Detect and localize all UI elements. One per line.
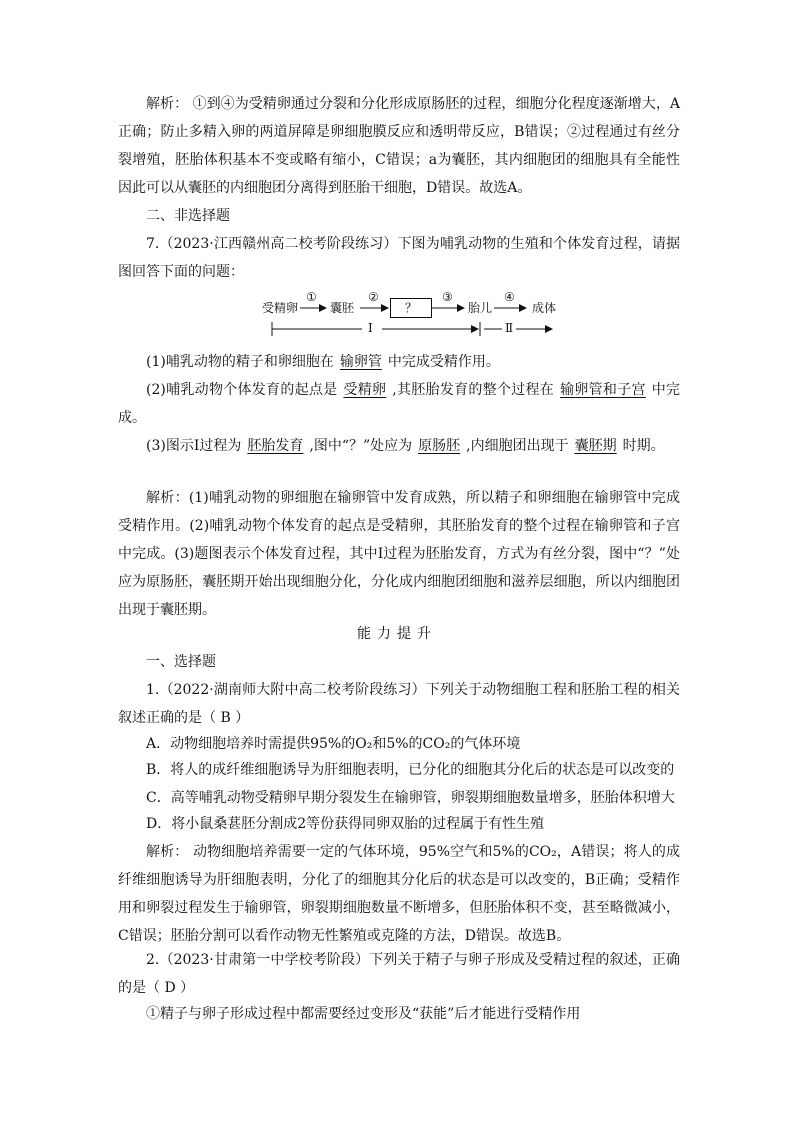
analysis-q1: 解析： 动物细胞培养需要一定的气体环境，95%空气和5%的CO₂，A错误；将人的成纤维细胞诱导为肝细胞表明，分化了的细胞其分化后的状态是可以改变的，B正确；受精作用和卵裂过程发生于输卵管，卵裂期细胞数量不断增多，但胚胎体积不变，甚至略微减小，C错误；胚胎分割可以看作动物无性繁殖或克隆的方法，D错误。故选B。 (118, 844, 680, 944)
question-7-part-2 (118, 376, 680, 432)
section-nonchoice-heading: 二、非选择题 (146, 208, 230, 224)
node-zygote: 受精卵 (262, 301, 299, 315)
unknown-stage-box: ？ (390, 298, 432, 318)
stage-1-label: Ⅰ (368, 321, 373, 335)
q7-3-answer-1: 胚胎发育 (247, 438, 304, 454)
step-2-label: ② (368, 290, 379, 304)
step-1-label: ① (306, 290, 317, 304)
q7-3-answer-2: 原肠胚 (418, 438, 461, 454)
question-2-stem: 2.（2023·甘肃第一中学校考阶段）下列关于精子与卵子形成及受精过程的叙述，正确的是（ D ） (118, 952, 680, 996)
question-1-stem: 1.（2022·湖南师大附中高二校考阶段练习）下列关于动物细胞工程和胚胎工程的相关叙述正确的是（ B ） (118, 682, 680, 726)
q7-3-text: (3)图示Ⅰ过程为 (146, 438, 242, 454)
q7-2-answer-1: 受精卵 (343, 382, 387, 398)
step-4-label: ④ (504, 290, 515, 304)
question-1-option-c: C．高等哺乳动物受精卵早期分裂发生在输卵管，卵裂期细胞数量增多，胚胎体积增大 (146, 790, 675, 806)
q7-1-answer: 输卵管 (339, 354, 382, 370)
question-1-option-b: B．将人的成纤维细胞诱导为肝细胞表明，已分化的细胞其分化后的状态是可以改变的 (146, 762, 675, 778)
question-2-statement-1: ①精子与卵子形成过程中都需要经过变形及“获能”后才能进行受精作用 (146, 1006, 581, 1022)
q7-2-text-end: 中完成。 (118, 382, 681, 426)
question-7-stem: 7.（2023·江西赣州高二校考阶段练习）下图为哺乳动物的生殖和个体发育过程，请据图回答下面的问题： (118, 236, 680, 280)
q7-3-text-end: 时期。 (622, 438, 665, 454)
section-choice-heading: 一、选择题 (146, 654, 216, 670)
analysis-q6: 解析： ①到④为受精卵通过分裂和分化形成原肠胚的过程，细胞分化程度逐渐增大，A正确；防止多精入卵的两道屏障是卵细胞膜反应和透明带反应，B错误；②过程通过有丝分裂增殖，胚胎体积基本不变或略有缩小，C错误；a为囊胚，其内细胞团的细胞具有全能性因此可以从囊胚的内细胞团分离得到胚胎干细胞，D错误。故选A。 (118, 96, 680, 196)
question-7-part-3 (118, 432, 680, 460)
q7-2-text: (2)哺乳动物个体发育的起点是 (146, 382, 338, 398)
stage-2-label: Ⅱ (505, 321, 514, 335)
node-blastocyst: 囊胚 (330, 301, 355, 315)
q7-1-text: (1)哺乳动物的精子和卵细胞在 (146, 354, 334, 370)
node-fetus: 胎儿 (468, 301, 493, 315)
q7-1-text-end: 中完成受精作用。 (387, 354, 500, 370)
question-1-option-a: A．动物细胞培养时需提供95%的O₂和5%的CO₂的气体环境 (146, 736, 521, 752)
section-ability-heading: 能力提升 (357, 626, 437, 642)
step-3-label: ③ (442, 290, 453, 304)
q7-3-text-mid-2: ,内细胞团出现于 (466, 438, 569, 454)
q7-2-answer-2: 输卵管和子宫 (560, 382, 646, 398)
development-diagram (262, 288, 562, 344)
analysis-q7: 解析：(1)哺乳动物的卵细胞在输卵管中发育成熟，所以精子和卵细胞在输卵管中完成受精作用。(2)哺乳动物个体发育的起点是受精卵，其胚胎发育的整个过程在输卵管和子宫中完成。(3)题图表示个体发育过程，其中Ⅰ过程为胚胎发育，方式为有丝分裂，图中“？”处应为原肠胚，囊胚期开始出现细胞分化，分化成内细胞团细胞和滋养层细胞，所以内细胞团出现于囊胚期。 (118, 490, 680, 618)
node-adult: 成体 (532, 301, 557, 315)
q7-3-answer-3: 囊胚期 (574, 438, 617, 454)
q7-2-text-mid: ,其胚胎发育的整个过程在 (392, 382, 555, 398)
question-7-part-1 (146, 348, 500, 376)
q7-3-text-mid-1: ,图中“？”处应为 (309, 438, 413, 454)
question-1-option-d: D．将小鼠桑葚胚分割成2等份获得同卵双胎的过程属于有性生殖 (146, 816, 545, 832)
